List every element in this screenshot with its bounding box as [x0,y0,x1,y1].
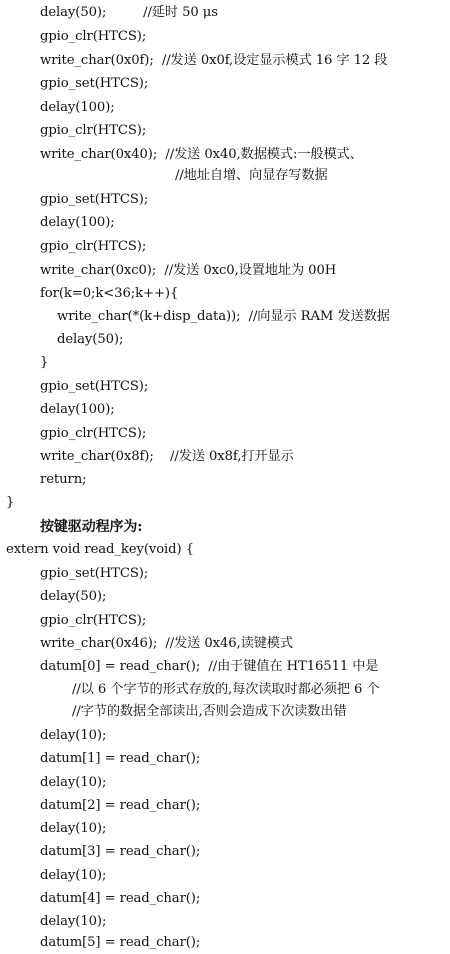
code-line: datum[4] = read_char(); [40,891,201,906]
code-line: delay(10); [40,728,107,743]
code-line: gpio_clr(HTCS); [40,29,147,44]
code-line: gpio_set(HTCS); [40,76,149,91]
code-line: write_char(0xc0); //发送 0xc0,设置地址为 00H [40,263,337,278]
code-line: write_char(0x8f); //发送 0x8f,打开显示 [40,449,294,464]
code-line: gpio_clr(HTCS); [40,239,147,254]
code-line: write_char(0x40); //发送 0x40,数据模式:一般模式、 [40,147,363,162]
code-line: //地址自增、向显存写数据 [175,168,328,183]
code-line: write_char(*(k+disp_data)); //向显示 RAM 发送数据 [57,309,390,324]
code-line: gpio_set(HTCS); [40,379,149,394]
code-line: //字节的数据全部读出,否则会造成下次读数出错 [72,704,347,719]
code-line: delay(50); [57,332,124,347]
code-line: for(k=0;k<36;k++){ [40,286,179,301]
code-line: delay(10); [40,821,107,836]
code-line: datum[5] = read_char(); [40,935,201,950]
code-line: delay(100); [40,100,115,115]
code-line: //以 6 个字节的形式存放的,每次读取时都必须把 6 个 [72,682,380,697]
code-line: datum[0] = read_char(); //由于键值在 HT16511 中是 [40,659,379,674]
code-line: gpio_set(HTCS); [40,192,149,207]
code-line: write_char(0x46); //发送 0x46,读键模式 [40,636,293,651]
code-line: delay(10); [40,868,107,883]
code-line: delay(50); //延时 50 μs [40,5,218,20]
code-line: gpio_clr(HTCS); [40,613,147,628]
code-line: datum[2] = read_char(); [40,798,201,813]
code-line: delay(10); [40,775,107,790]
code-line: gpio_set(HTCS); [40,566,149,581]
code-line: delay(50); [40,589,107,604]
code-line: return; [40,472,87,487]
code-line: gpio_clr(HTCS); [40,426,147,441]
code-line: datum[3] = read_char(); [40,844,201,859]
code-line: gpio_clr(HTCS); [40,123,147,138]
code-line: delay(100); [40,215,115,230]
code-line: extern void read_key(void) { [6,542,194,557]
section-heading: 按键驱动程序为: [40,519,143,535]
code-line: datum[1] = read_char(); [40,751,201,766]
code-line: write_char(0x0f); //发送 0x0f,设定显示模式 16 字 12 段 [40,53,388,68]
code-line: } [6,495,15,510]
code-line: delay(100); [40,402,115,417]
code-line: } [40,355,49,370]
code-line: delay(10); [40,914,107,929]
